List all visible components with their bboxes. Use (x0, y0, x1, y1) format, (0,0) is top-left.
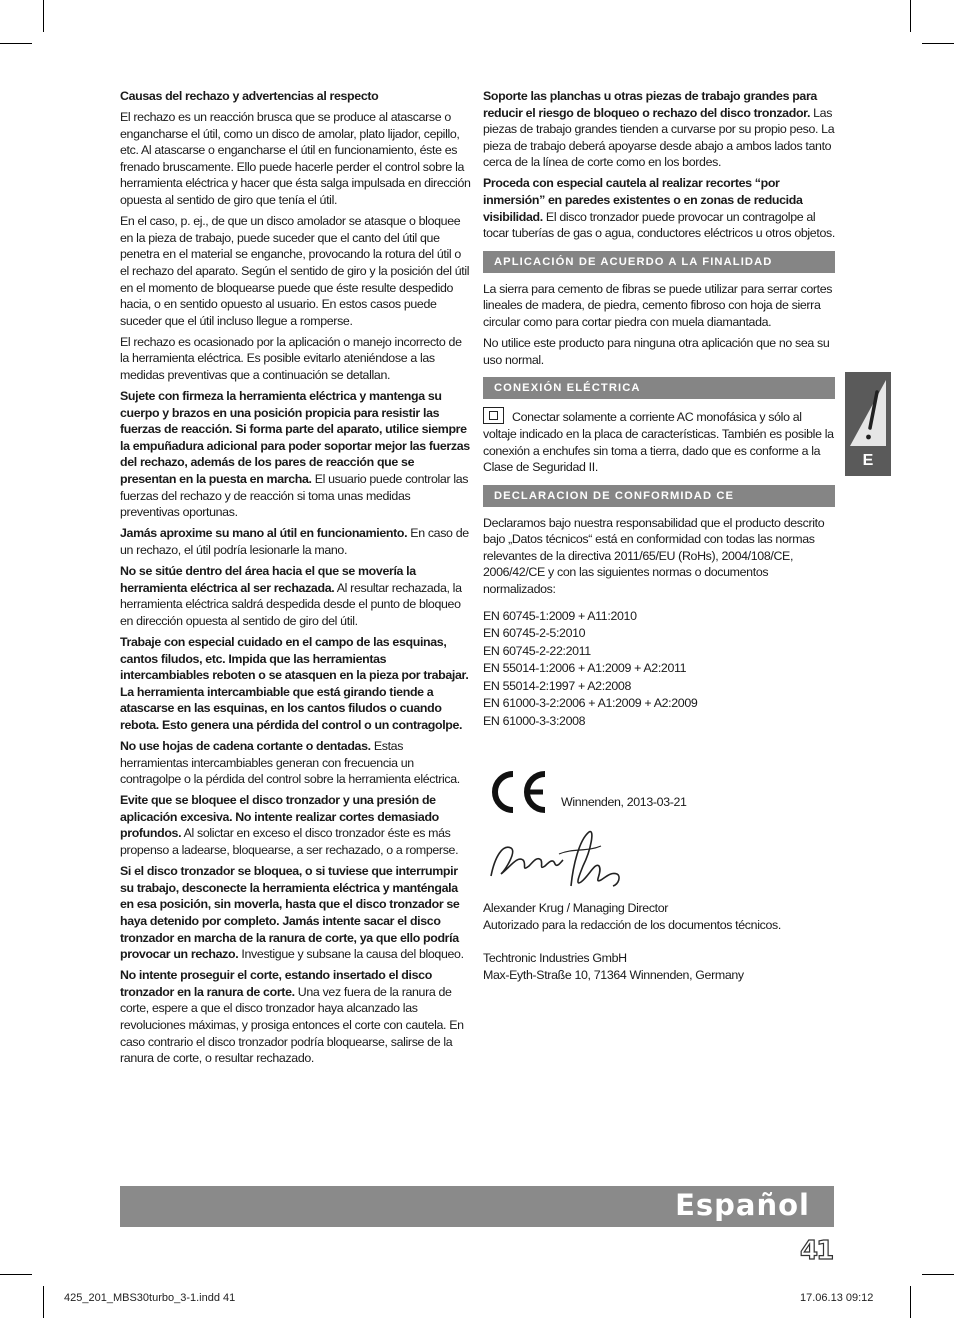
footer-language-bar (120, 1186, 834, 1227)
section-title: Causas del rechazo y advertencias al respecto (120, 89, 379, 103)
company-address: Max-Eyth-Straße 10, 71364 Winnenden, Germany (483, 967, 744, 982)
warning-paragraph: No intente proseguir el corte, estando insertado el disco tronzador en la ranura de corte. Una vez fuera de la ranura de corte, espere a que el disco tronzador haya alcanzado las revoluciones máximas, y prosiga entonces el corte con cautela. En caso contrario el disco tronzador podría bloquearse, salirse de la ranura de corte, o resultar rechazado. (120, 968, 464, 1066)
standard-item: EN 60745-1:2009 + A11:2010 (483, 608, 637, 623)
warning-paragraph: Si el disco tronzador se bloquea, o si tuviese que interrumpir su trabajo, desconecte la herramienta eléctrica y manténgala en esa posición, sin moverla, hasta que el disco tronzador se haya detenido por completo. Jamás intente sacar el disco tronzador en marcha de la ranura de corte, ya que ello podría provocar un rechazo. Investigue y subsane la causa del bloqueo. (120, 864, 464, 962)
page-number: 41 (800, 1236, 833, 1266)
signer-name: Alexander Krug / Managing Director (483, 901, 669, 916)
paragraph: Conectar solamente a corriente AC monofásica y sólo al voltaje indicado en la placa de características. También es posible la conexión a enchufes sin toma a tierra, dado que es conforme a la Clase de Seguridad II. (483, 407, 835, 475)
standard-item: EN 61000-3-2:2006 + A1:2009 + A2:2009 (483, 696, 698, 711)
signer-role: Autorizado para la redacción de los documentos técnicos. (483, 917, 781, 932)
language-tab (845, 372, 891, 476)
crop-mark (922, 1274, 954, 1275)
warning-paragraph: Trabaje con especial cuidado en el campo de las esquinas, cantos filudos, etc. Impida que las herramientas intercambiables reboten o se atasquen en la pieza por trabajar. La herramienta intercambiable que está girando tiende a atascarse en las esquinas, en los cantos filudos o cuando rebota. Esto genera una pérdida del control o un contragolpe. (120, 634, 469, 732)
warning-paragraph: No se sitúe dentro del área hacia el que se movería la herramienta eléctrica al ser rechazada. Al resultar rechazada, la herramienta eléctrica saldrá despedida desde el punto de bloqueo en dirección opuesta al sentido de giro del útil. (120, 564, 462, 628)
section-header-electrical: CONEXIÓN ELÉCTRICA (483, 377, 835, 399)
language-label: Español (675, 1188, 810, 1222)
ce-row (483, 764, 835, 824)
paragraph: El rechazo es ocasionado por la aplicación o manejo incorrecto de la herramienta eléctrica. Es posible evitarlo ateniéndose a las medidas preventivas que a continuación se detallan. (120, 334, 462, 382)
company-name: Techtronic Industries GmbH (483, 951, 627, 966)
standard-item: EN 61000-3-3:2008 (483, 713, 586, 728)
crop-mark (910, 1286, 911, 1318)
crop-mark (922, 43, 954, 44)
standard-item: EN 55014-2:1997 + A2:2008 (483, 678, 631, 693)
ce-mark-icon (487, 768, 549, 816)
paragraph: No utilice este producto para ninguna otra aplicación que no sea su uso normal. (483, 336, 830, 367)
slug-filename: 425_201_MBS30turbo_3-1.indd 41 (64, 1292, 236, 1304)
place-date: Winnenden, 2013-03-21 (561, 795, 687, 810)
right-column (483, 88, 835, 984)
standard-item: EN 60745-2-22:2011 (483, 643, 591, 658)
crop-mark (43, 0, 44, 32)
slug-datetime: 17.06.13 09:12 (800, 1292, 874, 1304)
warning-triangle-icon (848, 378, 888, 448)
crop-mark (910, 0, 911, 32)
crop-mark (0, 43, 32, 44)
standard-item: EN 60745-2-5:2010 (483, 626, 586, 641)
paragraph: La sierra para cemento de fibras se puede utilizar para serrar cortes lineales de madera, de piedra, cemento fibroso con hoja de sierra circular como para cortar piedra con muela diamantada. (483, 281, 833, 330)
warning-paragraph: Soporte las planchas u otras piezas de trabajo grandes para reducir el riesgo de bloqueo o rechazo del disco tronzador. Las piezas de trabajo grandes tienden a curvarse por su propio peso. La pieza de trabajo deberá apoyarse desde abajo a ambos lados tanto cerca de la línea de corte como en los bordes. (483, 89, 835, 170)
paragraph: Declaramos bajo nuestra responsabilidad que el producto descrito bajo „Datos técnicos“ está en conformidad con todas las normas relevantes de la directiva 2011/65/EU (RoHs), 2004/108/CE, 2006/42/CE y con las siguientes normas o documentos normalizados: (483, 515, 825, 597)
paragraph: El rechazo es un reacción brusca que se produce al atascarse o engancharse el útil, como un disco de amolar, plato lijador, cepillo, etc. Al atascarse o engancharse el útil en funcionamiento, éste es frenado bruscamente. Ello puede hacerle perder el control sobre la herramienta eléctrica y hacer que ésta salga impulsada en dirección opuesta al sentido de giro que tenía el útil. (120, 110, 471, 208)
paragraph: En el caso, p. ej., de que un disco amolador se atasque o bloquee en la pieza de trabajo, puede suceder que el canto del útil que penetra en el material se enganche, provocando la rotura del útil o el rechazo del aparato. Según el sentido de giro y la posición del útil en el momento de bloquearse puede que éste resulte despedido hacia, o en sentido opuesto al usuario. En estos casos puede suceder que el útil incluso llegue a romperse. (120, 214, 470, 328)
warning-paragraph: Jamás aproxime su mano al útil en funcionamiento. En caso de un rechazo, el útil podría lesionarle la mano. (120, 526, 469, 557)
tab-letter: E (862, 452, 874, 469)
warning-paragraph: No use hojas de cadena cortante o dentadas. Estas herramientas intercambiables generan con frecuencia un contragolpe o la pérdida del control sobre la herramienta eléctrica. (120, 738, 460, 787)
standard-item: EN 55014-1:2006 + A1:2009 + A2:2011 (483, 661, 687, 676)
warning-paragraph: Evite que se bloquee el disco tronzador y una presión de aplicación excesiva. No intente realizar cortes demasiado profundos. Al solictar en exceso el disco tronzador éste es más propenso a ladearse, bloquearse, a ser rechazado, o a romperse. (120, 793, 459, 858)
warning-paragraph: Proceda con especial cautela al realizar recortes “por inmersión” en paredes existentes o en zonas de reducida visibilidad. El disco tronzador puede provocar un contragolpe al tocar tuberías de gas o agua, conductores eléctricos u otros objetos. (483, 176, 835, 241)
section-header-intended-use: APLICACIÓN DE ACUERDO A LA FINALIDAD (483, 251, 835, 273)
standards-list (483, 608, 835, 731)
left-column (120, 88, 472, 1071)
crop-mark (0, 1274, 32, 1275)
double-insulation-icon (483, 407, 504, 424)
section-header-conformity: DECLARACION DE CONFORMIDAD CE (483, 485, 835, 507)
crop-mark (43, 1286, 44, 1318)
signature-icon (483, 826, 633, 896)
warning-paragraph: Sujete con firmeza la herramienta eléctrica y mantenga su cuerpo y brazos en una posición propicia para resistir las fuerzas de reacción. Si forma parte del aparato, utilice siempre la empuñadura adicional para poder soportar mejor las fuerzas del rechazo, además de los pares de reacción que se presentan en la puesta en marcha. El usuario puede controlar las fuerzas del rechazo y de reacción si toma unas medidas preventivas oportunas. (120, 389, 470, 520)
